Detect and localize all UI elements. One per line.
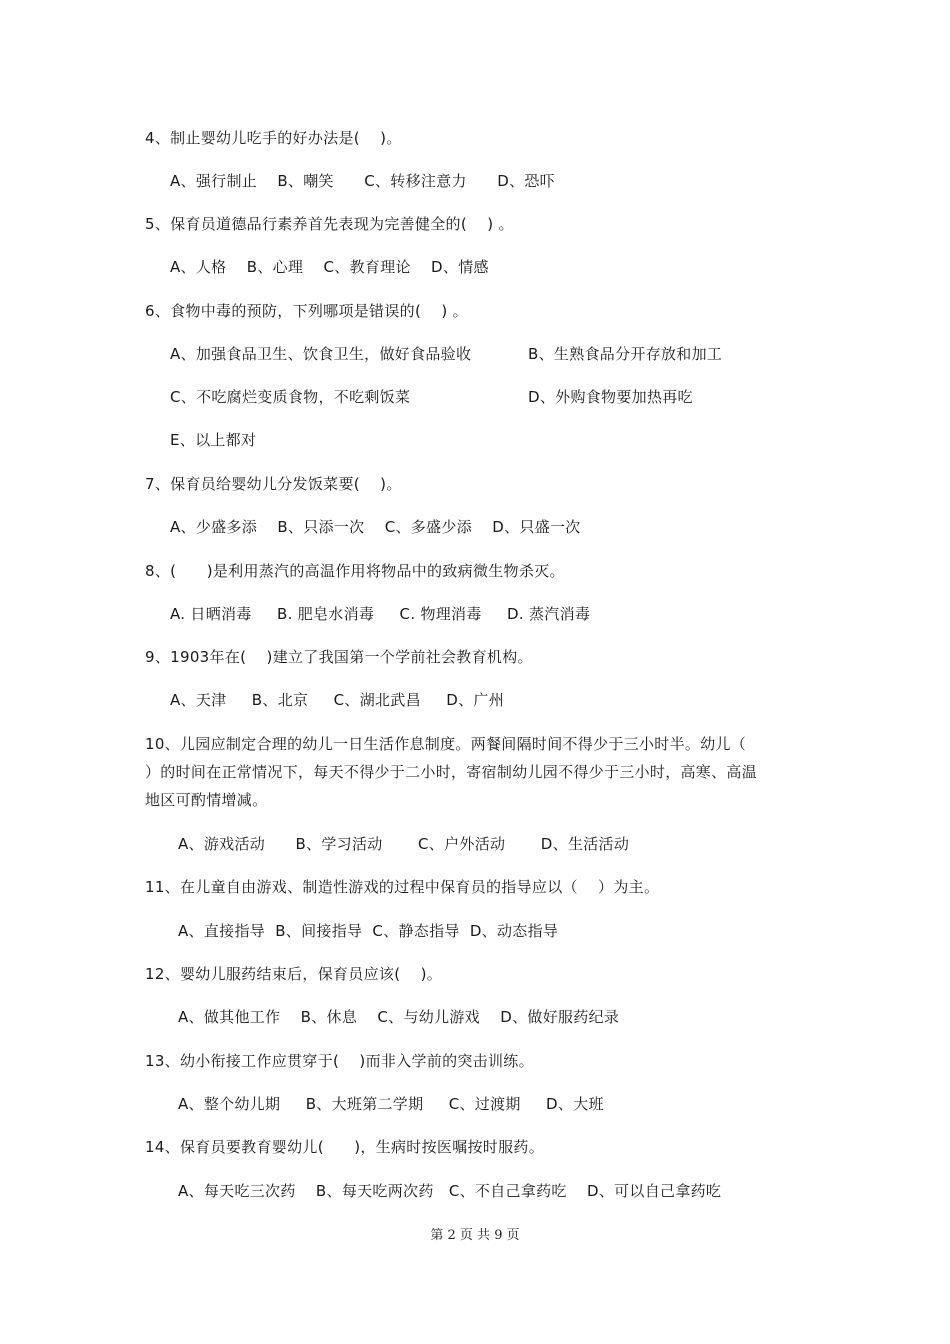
question-11-stem: 11、在儿童自由游戏、制造性游戏的过程中保育员的指导应以（ ）为主。 — [145, 878, 660, 896]
question-14-stem: 14、保育员要教育婴幼儿( )，生病时按医嘱按时服药。 — [145, 1138, 545, 1156]
question-4-stem: 4、制止婴幼儿吃手的好办法是( )。 — [145, 129, 402, 147]
question-12-stem: 12、婴幼儿服药结束后，保育员应该( )。 — [145, 965, 443, 983]
question-13-stem: 13、幼小衔接工作应贯穿于( )而非入学前的突击训练。 — [145, 1052, 534, 1070]
question-10-stem-line-1: 10、儿园应制定合理的幼儿一日生活作息制度。两餐间隔时间不得少于三小时半。幼儿（ — [145, 735, 747, 753]
page-number: 第 2 页 共 9 页 — [430, 1228, 520, 1243]
question-10-stem-line-2: ）的时间在正常情况下，每天不得少于二小时，寄宿制幼儿园不得少于三小时，高寒、高温 — [145, 763, 758, 781]
question-9-options: A、天津 B、北京 C、湖北武昌 D、广州 — [170, 691, 504, 709]
question-6-option-a: A、加强食品卫生、饮食卫生，做好食品验收 — [170, 345, 472, 363]
question-6-stem: 6、食物中毒的预防，下列哪项是错误的( ) 。 — [145, 302, 468, 320]
question-10-stem-line-3: 地区可酌情增减。 — [145, 791, 268, 809]
question-13-options: A、整个幼儿期 B、大班第二学期 C、过渡期 D、大班 — [178, 1095, 604, 1113]
question-14-options: A、每天吃三次药 B、每天吃两次药 C、不自己拿药吃 D、可以自己拿药吃 — [178, 1182, 722, 1200]
question-8-options: A. 日晒消毒 B. 肥皂水消毒 C. 物理消毒 D. 蒸汽消毒 — [170, 605, 591, 623]
question-11-options: A、直接指导 B、间接指导 C、静态指导 D、动态指导 — [178, 922, 559, 940]
question-4-options: A、强行制止 B、嘲笑 C、转移注意力 D、恐吓 — [170, 172, 555, 190]
question-10-options: A、游戏活动 B、学习活动 C、户外活动 D、生活活动 — [178, 835, 630, 853]
question-12-options: A、做其他工作 B、休息 C、与幼儿游戏 D、做好服药纪录 — [178, 1008, 620, 1026]
question-5-stem: 5、保育员道德品行素养首先表现为完善健全的( ) 。 — [145, 215, 514, 233]
question-6-option-c: C、不吃腐烂变质食物，不吃剩饭菜 — [170, 388, 411, 406]
question-7-stem: 7、保育员给婴幼儿分发饭菜要( )。 — [145, 475, 402, 493]
question-7-options: A、少盛多添 B、只添一次 C、多盛少添 D、只盛一次 — [170, 518, 581, 536]
question-8-stem: 8、( )是利用蒸汽的高温作用将物品中的致病微生物杀灭。 — [145, 562, 565, 580]
question-6-option-e: E、以上都对 — [170, 431, 257, 449]
question-9-stem: 9、1903年在( )建立了我国第一个学前社会教育机构。 — [145, 648, 533, 666]
question-6-option-b: B、生熟食品分开存放和加工 — [528, 345, 723, 363]
question-5-options: A、人格 B、心理 C、教育理论 D、情感 — [170, 258, 489, 276]
question-6-option-d: D、外购食物要加热再吃 — [528, 388, 693, 406]
